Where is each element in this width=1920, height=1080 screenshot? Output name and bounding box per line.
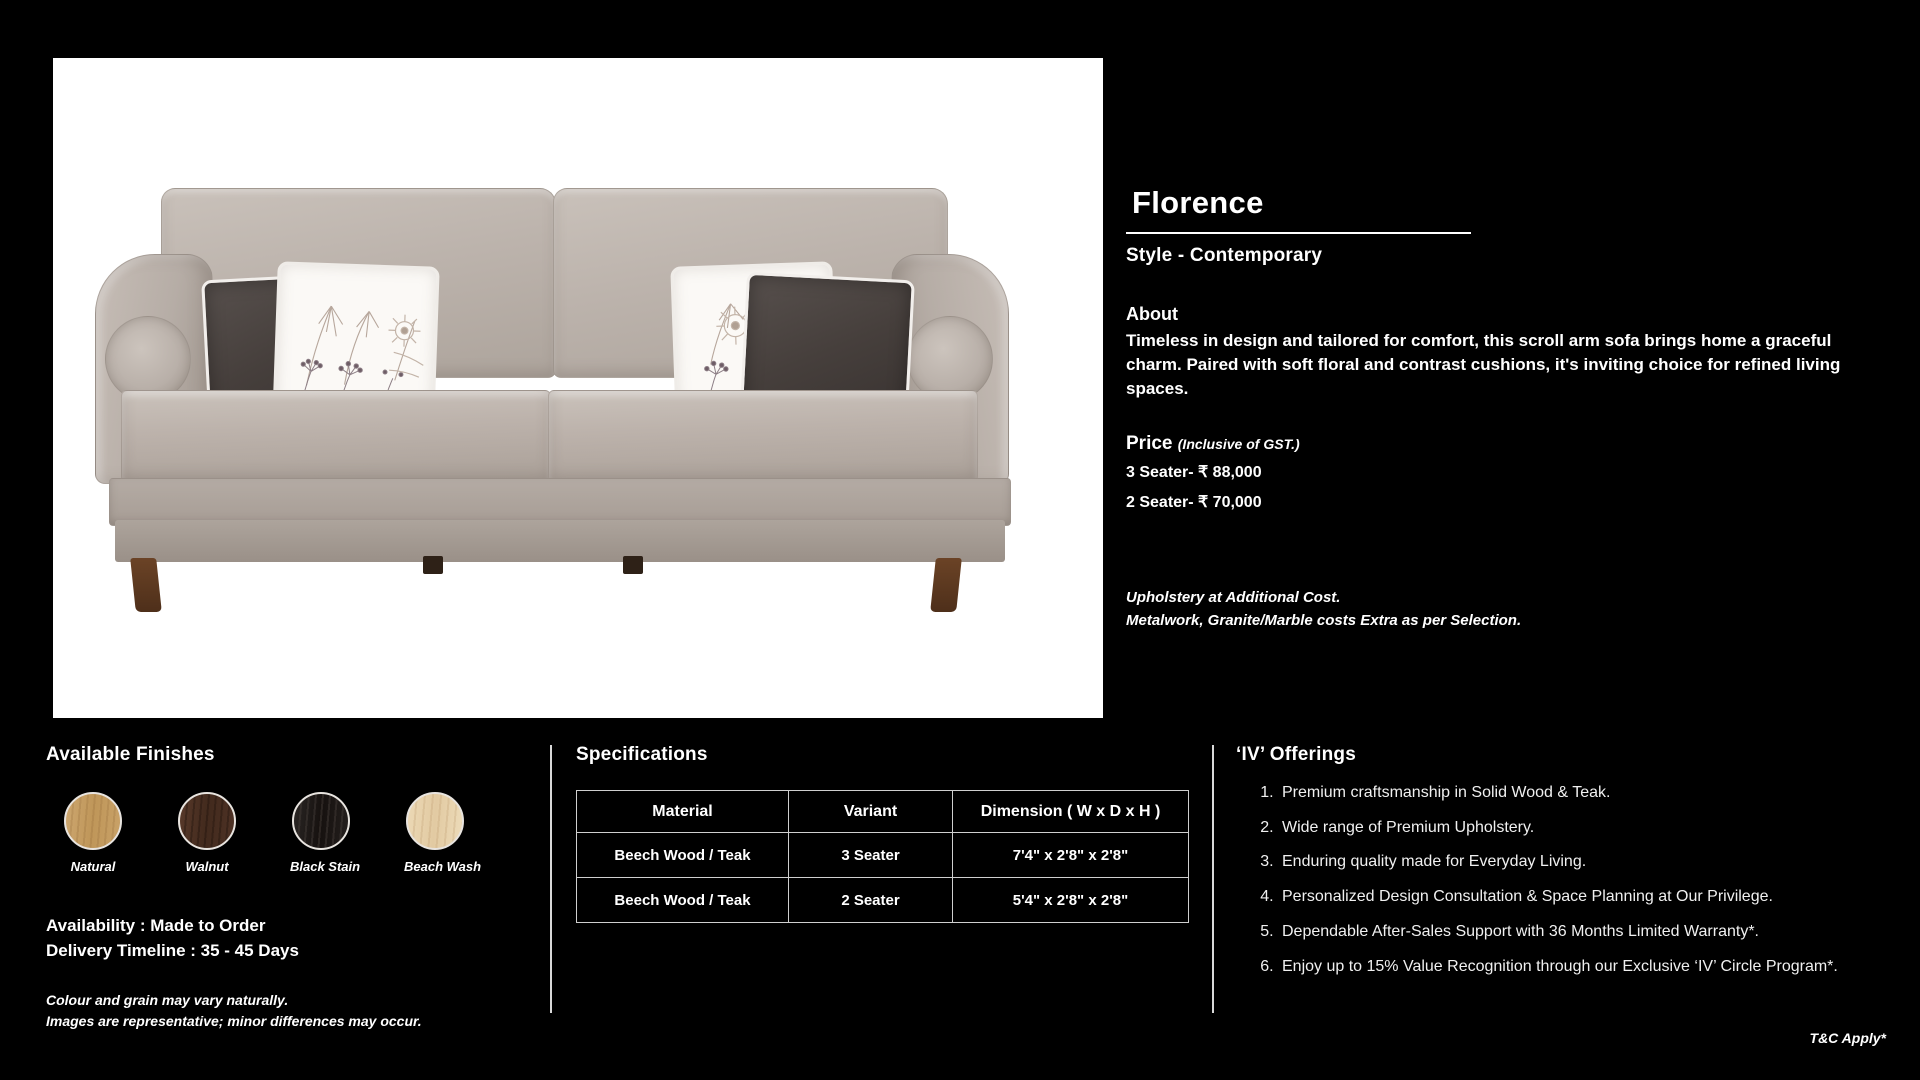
specifications-heading: Specifications [576,744,708,765]
price-gst-note: (Inclusive of GST.) [1177,436,1300,453]
cell-variant: 2 Seater [789,878,953,923]
sofa-illustration [53,58,1103,718]
sofa-leg-front-right [930,558,962,612]
price-2-seater: 2 Seater- ₹ 70,000 [1126,493,1262,511]
swatch-label: Beach Wash [404,859,482,874]
table-row [577,878,1189,923]
specifications-table [576,790,1189,923]
offerings-list [1236,782,1886,978]
finish-option-walnut[interactable] [176,792,238,874]
product-info-column [1126,185,1886,632]
table-header-row [577,791,1189,833]
list-item: 1. Premium craftsmanship in Solid Wood & Teak. [1278,782,1886,805]
cell-dimension: 5'4" x 2'8" x 2'8" [953,878,1189,923]
about-description: Timeless in design and tailored for comfort, this scroll arm sofa brings home a graceful charm. Paired with soft floral and contrast cushions, it's inviting choice for refined living spaces. [1126,331,1841,399]
finish-option-beach-wash[interactable] [404,792,482,874]
availability-block [46,914,526,964]
extra-cost-note [1126,586,1886,633]
sofa-seat-cushion-right [548,390,978,486]
sofa-leg-back-left [423,556,443,574]
iv-offerings-section [1236,744,1886,990]
section-divider-2 [1212,745,1214,1013]
swatch-walnut-icon[interactable] [178,792,236,850]
price-heading [1126,433,1886,455]
column-header-material: Material [577,791,789,833]
sofa-seat-cushion-left [121,390,551,486]
available-finishes-section [46,744,526,1032]
swatch-natural-icon[interactable] [64,792,122,850]
swatch-black-stain-icon[interactable] [292,792,350,850]
price-label: Price [1126,433,1173,455]
about-heading: About [1126,304,1178,324]
cell-variant: 3 Seater [789,833,953,878]
product-style: Style - Contemporary [1126,245,1323,266]
table-row [577,833,1189,878]
finish-swatch-row [46,792,526,874]
specifications-section [576,744,1196,923]
colour-variation-note: Colour and grain may vary naturally. [46,991,289,1008]
finish-option-natural[interactable] [62,792,124,874]
sofa-base-skirt [109,478,1011,526]
column-header-variant: Variant [789,791,953,833]
cell-dimension: 7'4" x 2'8" x 2'8" [953,833,1189,878]
upholstery-note: Upholstery at Additional Cost. [1126,588,1341,606]
finishes-heading: Available Finishes [46,744,215,765]
title-underline [1126,232,1471,234]
section-divider-1 [550,745,552,1013]
availability-line: Availability : Made to Order [46,916,266,935]
offerings-heading: ‘IV’ Offerings [1236,744,1356,765]
product-title: Florence [1132,185,1264,220]
list-item: 4. Personalized Design Consultation & Space Planning at Our Privilege. [1278,886,1886,909]
image-representation-note: Images are representative; minor differences may occur. [46,1012,422,1029]
column-header-dimension: Dimension ( W x D x H ) [953,791,1189,833]
list-item: 5. Dependable After-Sales Support with 36 Months Limited Warranty*. [1278,921,1886,944]
swatch-label: Walnut [185,859,229,874]
list-item: 3. Enduring quality made for Everyday Living. [1278,851,1886,874]
swatch-label: Natural [70,859,116,874]
terms-and-conditions: T&C Apply* [1809,1030,1886,1046]
cell-material: Beech Wood / Teak [577,833,789,878]
delivery-timeline-line: Delivery Timeline : 35 - 45 Days [46,940,299,960]
swatch-label: Black Stain [290,859,361,874]
product-image-panel [53,58,1103,718]
sofa-leg-back-right [623,556,643,574]
price-3-seater: 3 Seater- ₹ 88,000 [1126,464,1262,482]
sofa-plinth [115,520,1005,562]
swatch-beach-wash-icon[interactable] [406,792,464,850]
finish-disclaimer [46,990,526,1033]
list-item: 6. Enjoy up to 15% Value Recognition through our Exclusive ‘IV’ Circle Program*. [1278,956,1886,979]
list-item: 2. Wide range of Premium Upholstery. [1278,817,1886,840]
metalwork-note: Metalwork, Granite/Marble costs Extra as per Selection. [1126,612,1522,629]
sofa-leg-front-left [130,558,162,612]
finish-option-black-stain[interactable] [290,792,361,874]
cell-material: Beech Wood / Teak [577,878,789,923]
